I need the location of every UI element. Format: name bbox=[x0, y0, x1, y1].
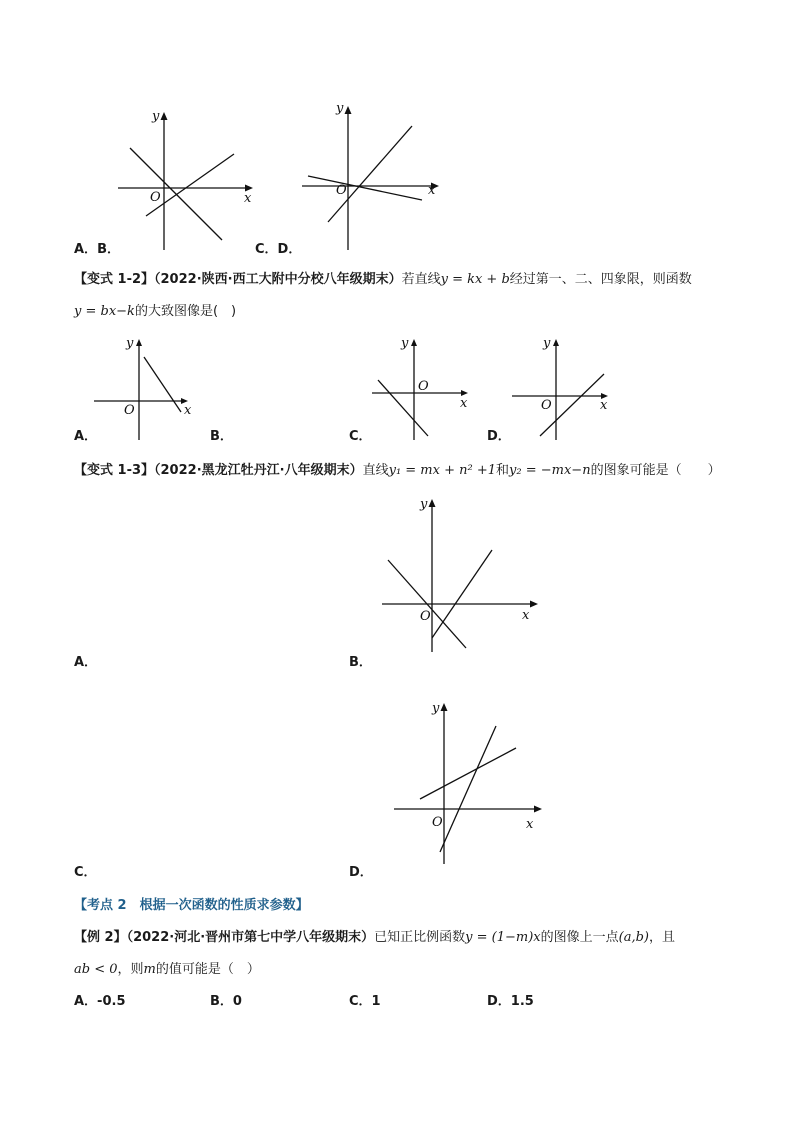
origin-label: O bbox=[418, 379, 429, 394]
v12-option-a: A． bbox=[74, 429, 98, 444]
question-ex2-line2: ab < 0，则m的值可能是（ ） bbox=[74, 962, 260, 977]
v13-option-c: C． bbox=[74, 865, 97, 880]
ex2-choice-a: A．-0.5 bbox=[74, 994, 126, 1009]
x-axis-label: x bbox=[184, 403, 192, 418]
x-axis-label: x bbox=[526, 817, 534, 832]
v13-option-a: A． bbox=[74, 655, 98, 670]
ex2-choice-d: D．1.5 bbox=[487, 994, 534, 1009]
section-heading-kaodian-2: 【考点 2 根据一次函数的性质求参数】 bbox=[74, 898, 309, 913]
y-axis-label: y bbox=[420, 497, 428, 512]
y-axis-label: y bbox=[336, 101, 344, 116]
y-axis-label: y bbox=[543, 336, 551, 351]
x-axis-label: x bbox=[428, 183, 436, 198]
origin-label: O bbox=[336, 183, 347, 198]
question-ex2-line1: 【例 2】（2022·河北·晋州市第七中学八年级期末）已知正比例函数y = (1−m)x的图像上一点(a,b)，且 bbox=[74, 930, 676, 945]
origin-label: O bbox=[420, 609, 431, 624]
x-axis-label: x bbox=[522, 608, 530, 623]
graph-v12-c bbox=[368, 334, 478, 442]
top-options-ab: A．B． bbox=[74, 242, 120, 257]
question-v13: 【变式 1-3】（2022·黑龙江牡丹江·八年级期末）直线y₁ = mx + n² +1和y₂ = −mx−n的图象可能是（ ） bbox=[74, 463, 721, 478]
origin-label: O bbox=[541, 398, 552, 413]
origin-label: O bbox=[124, 403, 135, 418]
graph-v12-d bbox=[508, 334, 618, 442]
v12-option-d: D． bbox=[487, 429, 511, 444]
v12-option-c: C． bbox=[349, 429, 372, 444]
graph-top-cd bbox=[300, 98, 450, 253]
ex2-choice-b: B．0 bbox=[210, 994, 242, 1009]
y-axis-label: y bbox=[152, 109, 160, 124]
x-axis-label: x bbox=[460, 396, 468, 411]
graph-v13-b bbox=[378, 492, 548, 654]
y-axis-label: y bbox=[126, 336, 134, 351]
top-options-cd: C．D． bbox=[255, 242, 302, 257]
ex2-choice-c: C．1 bbox=[349, 994, 381, 1009]
v13-option-d: D． bbox=[349, 865, 373, 880]
question-v12-line2: y = bx−k的大致图像是( ) bbox=[74, 304, 237, 319]
graph-v13-d bbox=[390, 696, 555, 866]
x-axis-label: x bbox=[244, 191, 252, 206]
graph-top-ab bbox=[112, 104, 262, 254]
x-axis-label: x bbox=[600, 398, 608, 413]
graph-v12-a bbox=[92, 334, 202, 442]
v13-option-b: B． bbox=[349, 655, 372, 670]
v12-option-b: B． bbox=[210, 429, 233, 444]
origin-label: O bbox=[432, 815, 443, 830]
origin-label: O bbox=[150, 190, 161, 205]
y-axis-label: y bbox=[401, 336, 409, 351]
question-v12-line1: 【变式 1-2】（2022·陕西·西工大附中分校八年级期末）若直线y = kx + b经过第一、二、四象限，则函数 bbox=[74, 272, 692, 287]
y-axis-label: y bbox=[432, 701, 440, 716]
